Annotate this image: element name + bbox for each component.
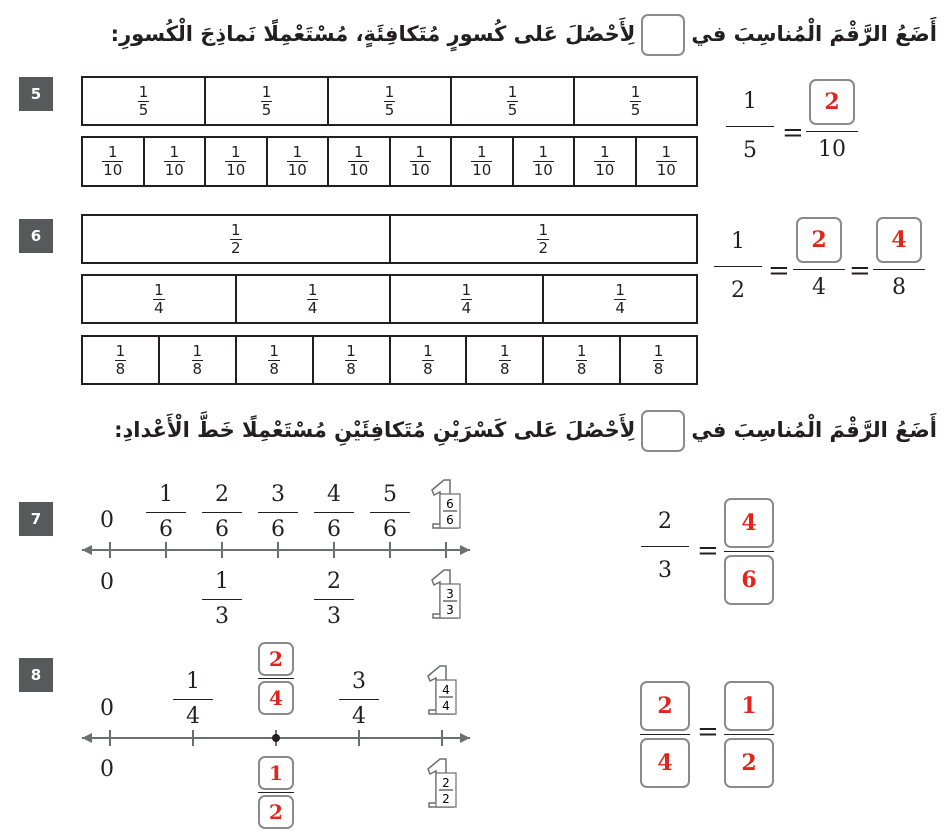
numerator: 3 — [271, 482, 285, 507]
fraction-strip-cell — [542, 276, 696, 322]
numerator: 2 — [658, 509, 672, 534]
equals-sign: = — [697, 536, 719, 566]
numerator: 3 — [352, 669, 366, 694]
numerator: 1 — [107, 143, 118, 161]
denominator: 8 — [115, 359, 126, 378]
denominator: 4 — [307, 298, 318, 317]
unit-fraction — [594, 145, 615, 178]
unit-fraction — [499, 341, 511, 378]
fraction-strip-cell — [327, 78, 450, 124]
numerator: 1 — [230, 220, 241, 239]
fraction-bar — [726, 126, 774, 127]
fraction-strip-cell — [143, 138, 205, 185]
denominator: 8 — [892, 275, 906, 300]
denominator: 10 — [349, 161, 369, 179]
unit-fraction — [507, 82, 519, 119]
numerator: 1 — [630, 82, 641, 101]
unit-fraction — [345, 341, 357, 378]
fraction-strip-cell — [83, 138, 143, 185]
arrow-right-icon — [460, 733, 470, 743]
unit-fraction — [268, 341, 280, 378]
numerator: 1 — [461, 280, 472, 299]
denominator: 3 — [658, 558, 672, 583]
numerator: 2 — [442, 776, 450, 790]
denominator: 4 — [186, 704, 200, 729]
fraction-strip-cell — [389, 138, 451, 185]
numerator: 1 — [599, 143, 610, 161]
denominator: 2 — [538, 238, 549, 257]
top-tick-fraction — [339, 670, 379, 729]
unit-fraction — [348, 145, 369, 178]
numerator: 1 — [138, 82, 149, 101]
unit-fraction — [410, 145, 431, 178]
unit-fraction — [153, 280, 165, 317]
answer-box[interactable]: 6 — [724, 555, 774, 605]
numerator: 1 — [159, 482, 173, 507]
denominator: 8 — [500, 359, 510, 378]
top-tick-fraction — [314, 483, 354, 542]
q8-fraction-left — [640, 681, 690, 788]
instruction-number-line — [114, 410, 937, 452]
denominator: 8 — [192, 359, 203, 378]
q6-fraction-1 — [714, 230, 762, 303]
fraction-bar — [202, 512, 242, 513]
numerator: 1 — [538, 143, 549, 161]
fraction-strip-cell — [512, 138, 574, 185]
zero-label-top: 0 — [100, 696, 114, 721]
denominator: 4 — [461, 298, 472, 317]
bottom-tick-fraction — [202, 570, 242, 629]
answer-box[interactable]: 1 — [258, 756, 294, 790]
q6-fraction-3 — [873, 217, 925, 300]
denominator: 6 — [383, 517, 397, 542]
numerator: 1 — [384, 82, 395, 101]
fraction-strip-cell — [465, 337, 542, 383]
big-one-bottom-icon — [426, 568, 462, 620]
fraction-strip-cell — [542, 337, 619, 383]
unit-fraction — [630, 82, 642, 119]
denominator: 10 — [226, 161, 246, 179]
question-number-8: 8 — [19, 658, 53, 692]
answer-box[interactable]: 2 — [796, 217, 842, 263]
unit-fraction — [576, 341, 588, 378]
denominator: 6 — [159, 517, 173, 542]
answer-box[interactable]: 2 — [809, 79, 855, 125]
answer-box-sample — [641, 14, 685, 56]
arrow-right-icon — [460, 545, 470, 555]
answer-box[interactable]: 4 — [724, 498, 774, 548]
top-tick-fraction — [370, 483, 410, 542]
unit-fraction — [614, 280, 626, 317]
denominator: 6 — [327, 517, 341, 542]
numerator: 1 — [415, 143, 426, 161]
answer-box[interactable]: 2 — [640, 681, 690, 731]
numerator: 1 — [538, 220, 549, 239]
numerator: 1 — [261, 82, 272, 101]
fraction-strip-cell — [450, 78, 573, 124]
numerator: 1 — [115, 341, 126, 360]
numerator: 1 — [307, 280, 318, 299]
q7-fraction-left — [641, 510, 689, 583]
zero-label-bottom: 0 — [100, 570, 114, 595]
fraction-strip-cell — [389, 216, 697, 262]
big-one-top-icon — [422, 664, 458, 716]
fraction-strip-cell — [389, 337, 466, 383]
top-tick-fraction — [173, 670, 213, 729]
fraction-strip-quarters — [81, 274, 698, 324]
question-number-5: 5 — [19, 77, 53, 111]
answer-box-sample — [641, 410, 685, 452]
fraction-strip-cell — [389, 276, 543, 322]
fraction-bar — [724, 734, 774, 735]
numerator: 4 — [442, 683, 450, 697]
unit-fraction — [192, 341, 204, 378]
numerator: 1 — [192, 341, 203, 360]
denominator: 4 — [442, 699, 450, 713]
fraction-bar — [714, 266, 762, 267]
equals-sign: = — [697, 717, 719, 747]
unit-fraction — [287, 145, 308, 178]
fraction-strip-cell — [619, 337, 696, 383]
zero-label-top: 0 — [100, 508, 114, 533]
denominator: 8 — [576, 359, 587, 378]
numerator: 1 — [476, 143, 487, 161]
top-answer-fraction — [258, 642, 294, 715]
fraction-bar — [339, 699, 379, 700]
numerator: 1 — [154, 280, 164, 299]
top-tick-fraction — [202, 483, 242, 542]
denominator: 4 — [352, 704, 366, 729]
denominator: 5 — [384, 100, 395, 119]
denominator: 4 — [615, 298, 625, 317]
arrow-left-icon — [82, 733, 92, 743]
denominator: 6 — [271, 517, 285, 542]
numerator: 1 — [186, 669, 200, 694]
denominator: 8 — [269, 359, 279, 378]
fraction-strip-cell — [266, 138, 328, 185]
answer-box[interactable]: 2 — [258, 642, 294, 676]
denominator: 10 — [287, 161, 307, 179]
answer-box[interactable]: 4 — [258, 681, 294, 715]
fraction-bar — [793, 269, 845, 270]
fraction-strip-cell — [573, 78, 696, 124]
numerator: 1 — [615, 280, 625, 299]
answer-box[interactable]: 1 — [724, 681, 774, 731]
numerator: 1 — [230, 143, 241, 161]
denominator: 5 — [743, 138, 757, 163]
numerator: 1 — [731, 229, 745, 254]
fraction-bar — [370, 512, 410, 513]
fraction-strip-cell — [235, 337, 312, 383]
fraction-bar — [314, 512, 354, 513]
big-one-top-icon — [426, 478, 462, 530]
denominator: 2 — [442, 792, 450, 806]
numerator: 1 — [507, 82, 518, 101]
numerator: 5 — [383, 482, 397, 507]
numerator: 4 — [327, 482, 341, 507]
fraction-bar — [202, 599, 242, 600]
fraction-bar — [258, 792, 294, 793]
denominator: 4 — [812, 275, 826, 300]
unit-fraction — [656, 145, 677, 178]
top-tick-fraction — [146, 483, 186, 542]
denominator: 10 — [818, 137, 846, 162]
fraction-strip-cell — [83, 337, 158, 383]
numerator: 1 — [269, 341, 279, 360]
fraction-strip-cell — [573, 138, 635, 185]
fraction-bar — [641, 546, 689, 547]
fraction-bar — [173, 699, 213, 700]
answer-box[interactable]: 4 — [876, 217, 922, 263]
instruction-text: أَضَعُ الرَّقْمَ الْمُناسِبَ في — [691, 418, 937, 442]
equals-sign: = — [849, 256, 871, 286]
question-number-6: 6 — [19, 219, 53, 253]
unit-fraction — [164, 145, 185, 178]
denominator: 8 — [346, 359, 356, 378]
unit-fraction — [225, 145, 246, 178]
q8-fraction-right — [724, 681, 774, 788]
big-one-bottom-icon — [422, 757, 458, 809]
q7-fraction-right — [724, 498, 774, 605]
arrow-left-icon — [82, 545, 92, 555]
denominator: 5 — [261, 100, 272, 119]
fraction-strip-cell — [83, 78, 204, 124]
fraction-bar — [146, 512, 186, 513]
unit-fraction — [230, 220, 242, 257]
zero-label-bottom: 0 — [100, 757, 114, 782]
numerator: 1 — [353, 143, 364, 161]
numerator: 2 — [215, 482, 229, 507]
fraction-bar — [258, 678, 294, 679]
unit-fraction — [384, 82, 396, 119]
denominator: 10 — [472, 161, 492, 179]
number-line-axis — [0, 718, 951, 758]
denominator: 5 — [507, 100, 518, 119]
numerator: 1 — [661, 143, 672, 161]
numerator: 1 — [653, 341, 664, 360]
denominator: 6 — [446, 513, 454, 527]
instruction-fraction-models — [111, 14, 937, 56]
instruction-text-tail: لِأَحْصُلَ عَلى كُسورٍ مُتَكافِئَةٍ، مُسْتَعْمِلًا نَماذِجَ الْكُسورِ: — [110, 22, 636, 46]
point-marker — [272, 734, 280, 742]
fraction-bar — [873, 269, 925, 270]
q5-fraction-right — [806, 79, 858, 162]
denominator: 10 — [595, 161, 615, 179]
fraction-bar — [640, 734, 690, 735]
numerator: 1 — [169, 143, 180, 161]
fraction-strip-cell — [235, 276, 389, 322]
numerator: 1 — [576, 341, 587, 360]
numerator: 1 — [500, 341, 510, 360]
instruction-text-tail: لِأَحْصُلَ عَلى كَسْرَيْنِ مُتَكافِئَيْنِ مُسْتَعْمِلًا خَطَّ الْأَعْدادِ: — [114, 418, 636, 442]
numerator: 1 — [215, 569, 229, 594]
unit-fraction — [653, 341, 665, 378]
denominator: 3 — [215, 604, 229, 629]
numerator: 2 — [327, 569, 341, 594]
denominator: 10 — [410, 161, 430, 179]
fraction-strip-tenths — [81, 136, 698, 187]
unit-fraction — [471, 145, 492, 178]
fraction-bar — [724, 551, 774, 552]
number-line-axis — [0, 530, 951, 570]
denominator: 10 — [533, 161, 553, 179]
q5-fraction-left — [726, 90, 774, 163]
denominator: 8 — [653, 359, 664, 378]
q6-fraction-2 — [793, 217, 845, 300]
fraction-strip-cell — [450, 138, 512, 185]
question-number-7: 7 — [19, 502, 53, 536]
fraction-strip-cell — [635, 138, 697, 185]
unit-fraction — [261, 82, 273, 119]
fraction-bar — [314, 599, 354, 600]
numerator: 1 — [346, 341, 356, 360]
fraction-strip-cell — [83, 216, 389, 262]
bottom-tick-fraction — [314, 570, 354, 629]
answer-box[interactable]: 2 — [258, 795, 294, 829]
answer-box[interactable]: 4 — [640, 738, 690, 788]
bottom-answer-fraction — [258, 756, 294, 829]
denominator: 5 — [138, 100, 149, 119]
numerator: 6 — [446, 497, 454, 511]
answer-box[interactable]: 2 — [724, 738, 774, 788]
fraction-bar — [258, 512, 298, 513]
denominator: 8 — [423, 359, 433, 378]
unit-fraction — [307, 280, 319, 317]
fraction-strip-cell — [204, 138, 266, 185]
fraction-strip-halves — [81, 214, 698, 264]
numerator: 1 — [292, 143, 303, 161]
denominator: 10 — [164, 161, 184, 179]
denominator: 2 — [731, 278, 745, 303]
fraction-strip-fifths — [81, 76, 698, 126]
equals-sign: = — [768, 256, 790, 286]
unit-fraction — [102, 145, 123, 178]
denominator: 6 — [215, 517, 229, 542]
denominator: 2 — [230, 238, 241, 257]
fraction-strip-cell — [312, 337, 389, 383]
unit-fraction — [461, 280, 473, 317]
fraction-bar — [806, 131, 858, 132]
fraction-strip-eighths — [81, 335, 698, 385]
denominator: 5 — [630, 100, 641, 119]
equals-sign: = — [782, 118, 804, 148]
unit-fraction — [115, 341, 127, 378]
fraction-strip-cell — [83, 276, 235, 322]
fraction-strip-cell — [158, 337, 235, 383]
top-tick-fraction — [258, 483, 298, 542]
fraction-strip-cell — [204, 78, 327, 124]
numerator: 1 — [423, 341, 433, 360]
unit-fraction — [422, 341, 434, 378]
denominator: 4 — [154, 298, 164, 317]
unit-fraction — [537, 220, 549, 257]
fraction-strip-cell — [327, 138, 389, 185]
unit-fraction — [138, 82, 150, 119]
denominator: 3 — [446, 603, 454, 617]
denominator: 10 — [103, 161, 123, 179]
denominator: 10 — [656, 161, 676, 179]
numerator: 3 — [446, 587, 454, 601]
unit-fraction — [533, 145, 554, 178]
denominator: 3 — [327, 604, 341, 629]
instruction-text: أَضَعُ الرَّقْمَ الْمُناسِبَ في — [691, 22, 937, 46]
numerator: 1 — [743, 89, 757, 114]
